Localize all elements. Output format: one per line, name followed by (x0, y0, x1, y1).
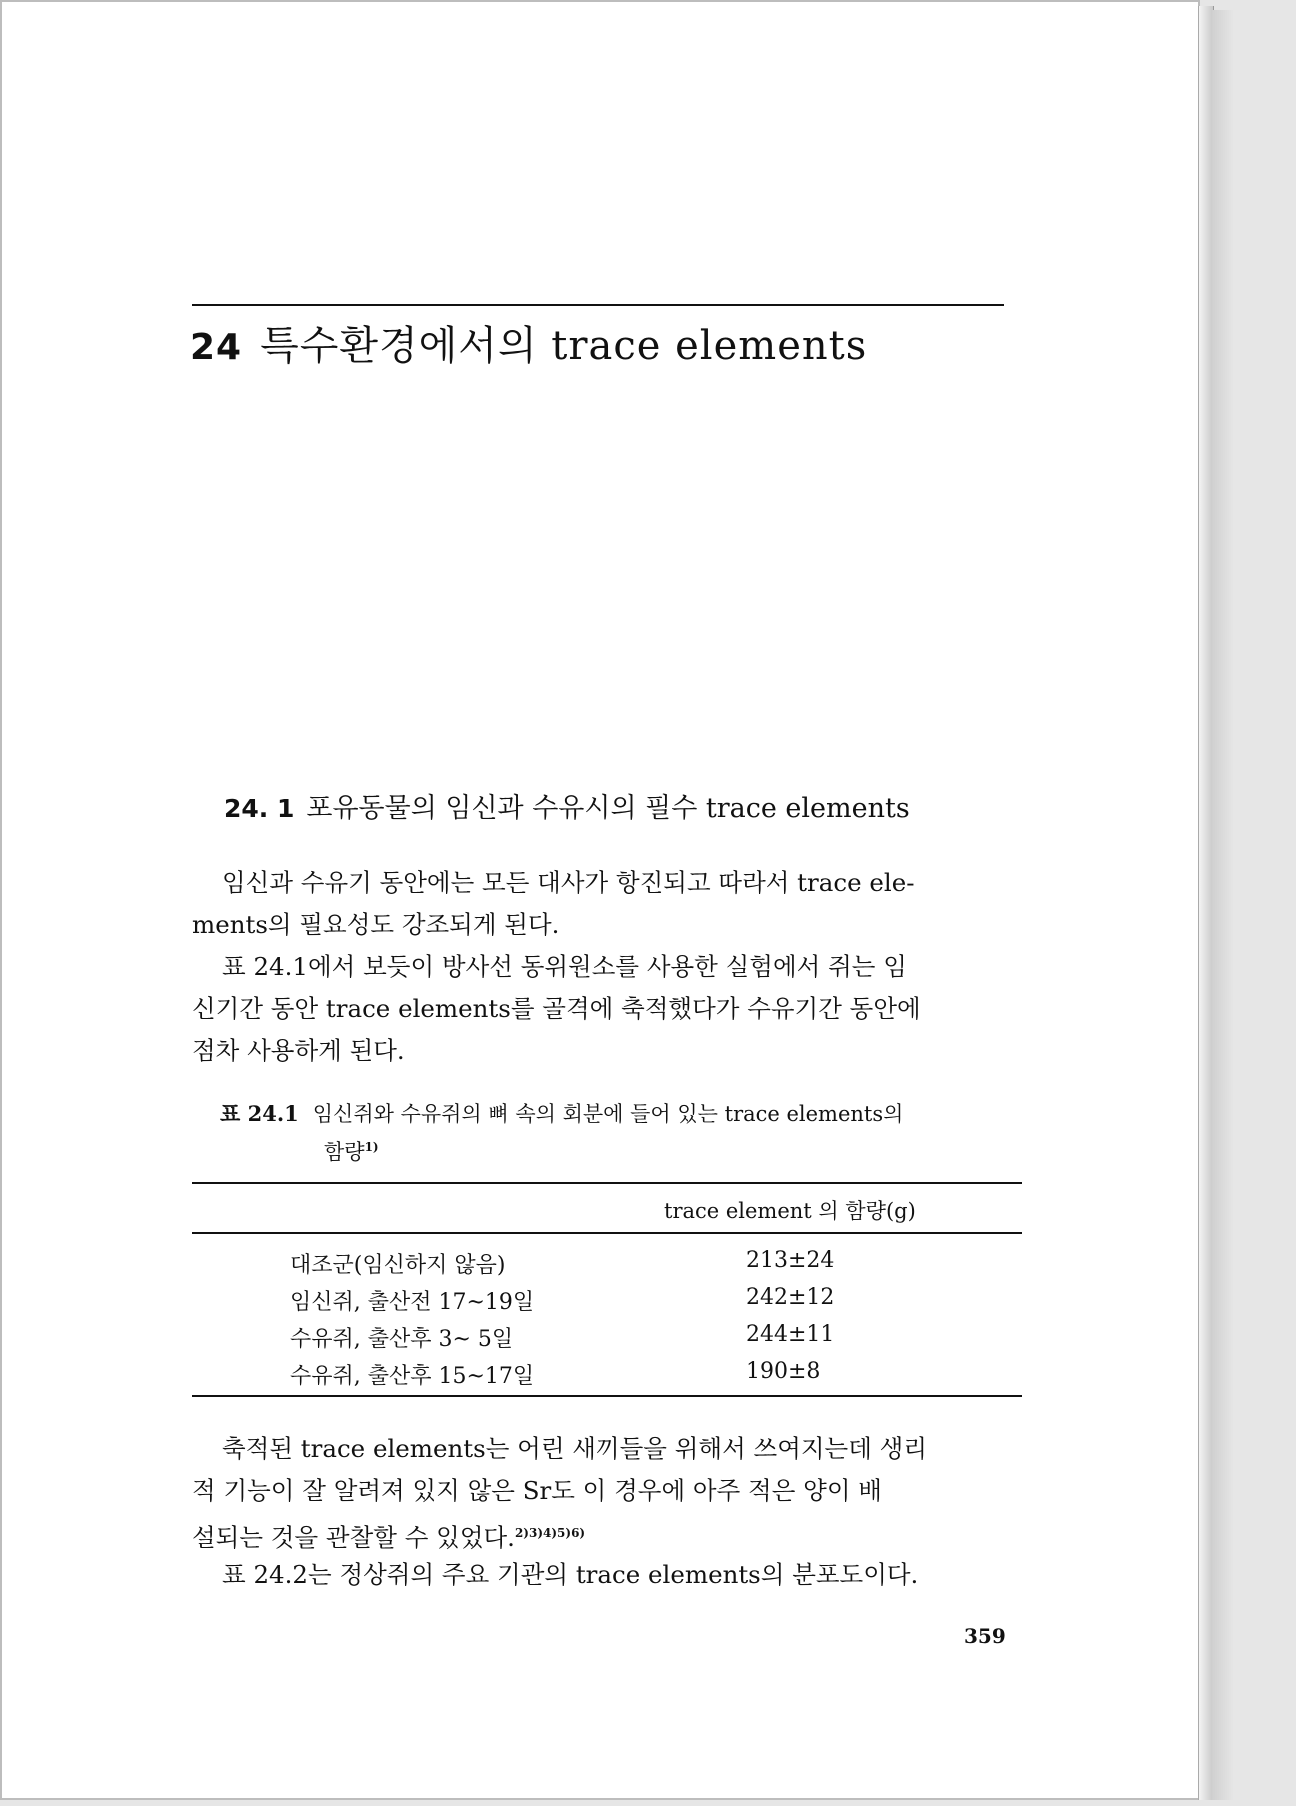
page-edge-shadow (1212, 10, 1234, 1800)
table-row-label: 수유쥐, 출산후 15~17일 (290, 1364, 535, 1389)
paragraph-2 (192, 1428, 1016, 1559)
table-caption-ref: 1) (364, 1140, 379, 1154)
paragraph-2-refs: 2)3)4)5)6) (514, 1526, 586, 1540)
table-header-rule (192, 1232, 1022, 1234)
page-number: 359 (964, 1624, 1006, 1648)
paragraph-2-line: 적 기능이 잘 알려져 있지 않은 Sr도 이 경우에 아주 적은 양이 배 (192, 1476, 882, 1505)
table-bottom-rule (192, 1395, 1022, 1397)
table-row-value: 242±12 (746, 1285, 835, 1310)
paragraph-1-line: 점차 사용하게 된다. (192, 1036, 405, 1065)
paragraph-1-line: 신기간 동안 trace elements를 골격에 축적했다가 수유기간 동안에 (192, 994, 921, 1023)
table-caption-line1: 임신쥐와 수유쥐의 뼈 속의 회분에 들어 있는 trace elements의 (312, 1102, 904, 1126)
paragraph-3-line: 표 24.2는 정상쥐의 주요 기관의 trace elements의 분포도이다. (222, 1560, 919, 1589)
section-heading (224, 786, 910, 825)
table-row-label: 대조군(임신하지 않음) (290, 1253, 506, 1278)
chapter-rule (192, 304, 1004, 306)
section-number: 24. 1 (224, 794, 295, 823)
chapter-title-text: 특수환경에서의 trace elements (260, 323, 868, 369)
table-row-label: 임신쥐, 출산전 17~19일 (290, 1290, 535, 1315)
paragraph-2-line: 축적된 trace elements는 어린 새끼들을 위해서 쓰여지는데 생리 (222, 1434, 927, 1463)
paragraph-1-line: ments의 필요성도 강조되게 된다. (192, 910, 560, 939)
paragraph-1-line: 임신과 수유기 동안에는 모든 대사가 항진되고 따라서 trace ele- (222, 868, 915, 897)
table-row-value: 190±8 (746, 1359, 821, 1384)
paragraph-2-line: 설되는 것을 관찰할 수 있었다. (192, 1523, 515, 1553)
table-caption-line2: 함량 (324, 1140, 365, 1164)
paragraph-3 (192, 1554, 1016, 1596)
table-caption-label: 표 24.1 (220, 1101, 299, 1126)
table-row-value: 244±11 (746, 1322, 835, 1347)
chapter-title (190, 314, 867, 371)
table-row-label: 수유쥐, 출산후 3~ 5일 (290, 1327, 514, 1352)
table-row-value: 213±24 (746, 1248, 835, 1273)
table-column-header: trace element 의 함량(g) (664, 1199, 916, 1223)
chapter-number: 24 (190, 327, 243, 368)
table-top-rule (192, 1182, 1022, 1184)
paragraph-1-line: 표 24.1에서 보듯이 방사선 동위원소를 사용한 실험에서 쥐는 임 (222, 952, 907, 981)
table-caption (220, 1097, 1020, 1169)
paragraph-1 (192, 862, 1016, 1072)
section-title: 포유동물의 임신과 수유시의 필수 trace elements (306, 793, 910, 824)
